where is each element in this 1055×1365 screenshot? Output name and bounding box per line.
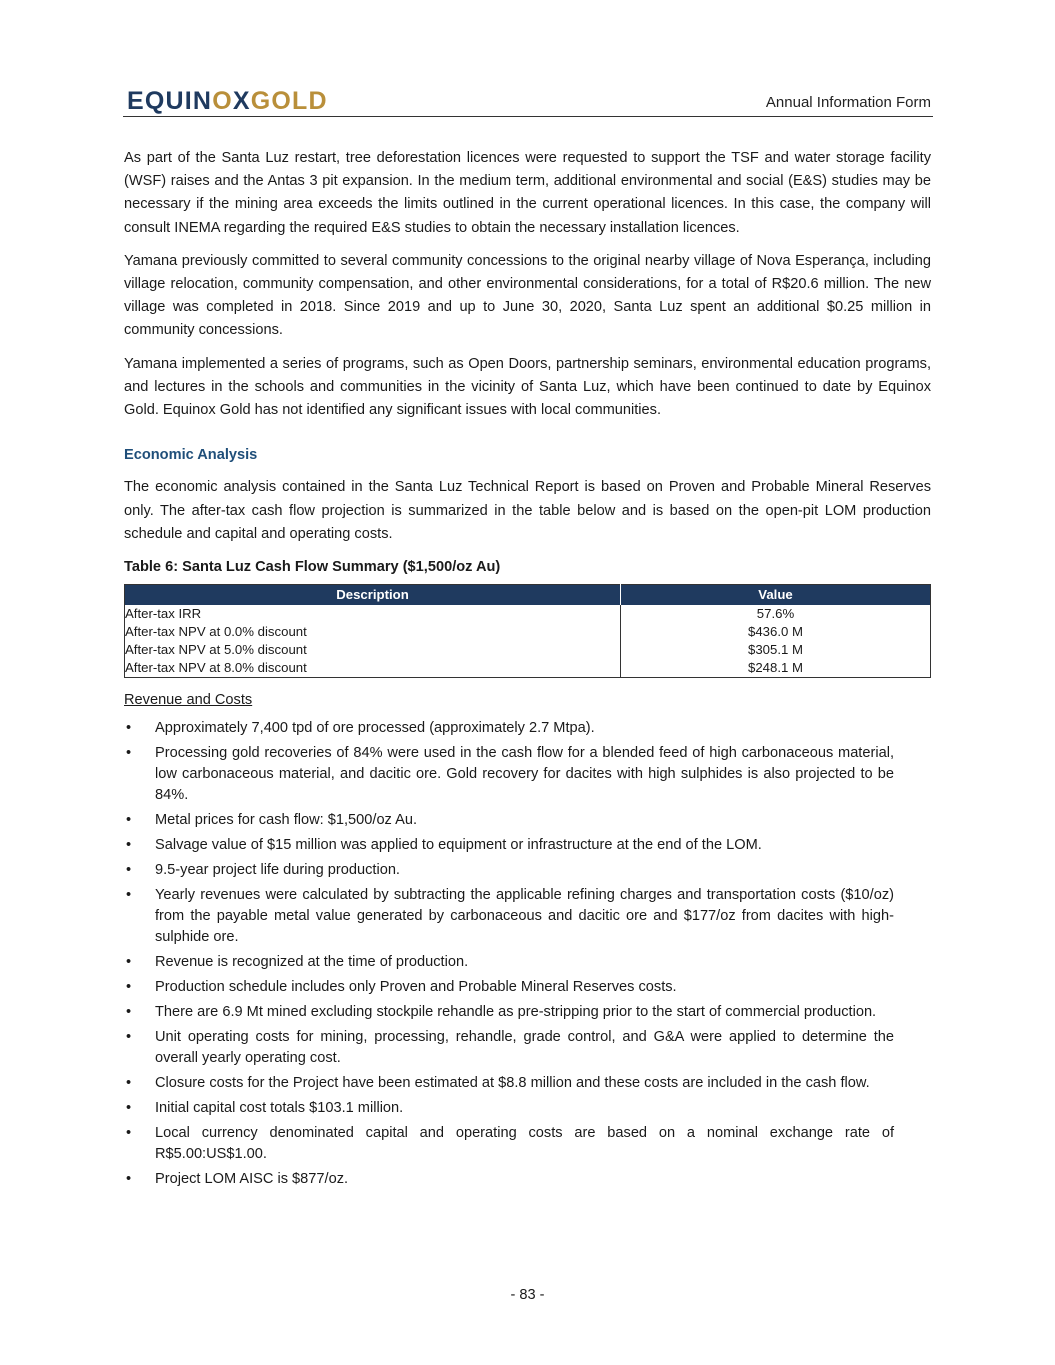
table-row [125,659,931,678]
paragraph-community-concessions: Yamana previously committed to several community concessions to the original nearby village of Nova Esperança, including village relocation, community compensation, and other environmental considerations, for a total of R$20.6 million. The new village was completed in 2018. Since 2019 and up to June 30, 2020, Santa Luz spent an additional $0.25 million in community concessions. [124,252,931,339]
logo-text-equin: EQUIN [127,87,213,115]
list-item: • 9.5-year project life during production. [124,860,894,881]
cell-description: After-tax NPV at 8.0% discount [125,659,621,678]
table-header-row [125,585,931,606]
list-item: • Production schedule includes only Proven and Probable Mineral Reserves costs. [124,977,894,998]
section-heading-economic-analysis: Economic Analysis [124,447,258,464]
table-caption: Table 6: Santa Luz Cash Flow Summary ($1,500/oz Au) [124,559,501,576]
cell-value: $305.1 M [748,642,803,658]
equinox-gold-logo [127,86,328,116]
table-row [125,623,931,641]
list-item: • Local currency denominated capital and operating costs are based on a nominal exchange rate of R$5.00:US$1.00. [124,1123,894,1165]
paragraph-restart-licences: As part of the Santa Luz restart, tree deforestation licences were requested to support the TSF and water storage facility (WSF) raises and the Antas 3 pit expansion. In the medium term, additional environmental and social (E&S) studies may be necessary if the mining area exceeds the limits outlined in the current operational licences. In this case, the company will consult INEMA regarding the required E&S studies to obtain the necessary installation licences. [124,150,931,236]
cash-flow-summary-table [124,584,931,678]
page-number: - 83 - [510,1287,545,1303]
column-header-value: Value [621,585,931,606]
revenue-costs-list [124,718,894,1190]
cell-value: $248.1 M [748,660,803,676]
page-content [124,147,931,1194]
page-header [123,86,933,117]
logo-text-o: O [212,87,233,115]
logo-text-x: X [232,87,251,115]
list-item: • Processing gold recoveries of 84% were used in the cash flow for a blended feed of high carbonaceous material, low carbonaceous material, and dacitic ore. Gold recovery for dacites with high sulphides is also projected to be 84%. [124,743,894,806]
paragraph-economic-intro: The economic analysis contained in the Santa Luz Technical Report is based on Proven and Probable Mineral Reserves only. The after-tax cash flow projection is summarized in the table below and is based on the open-pit LOM production schedule and capital and operating costs. [124,479,931,542]
document-title: Annual Information Form [765,94,931,111]
cell-description: After-tax NPV at 5.0% discount [125,641,621,659]
table-row [125,641,931,659]
list-item: • Approximately 7,400 tpd of ore processed (approximately 2.7 Mtpa). [124,718,894,739]
list-item: • Project LOM AISC is $877/oz. [124,1169,894,1190]
list-item: • Salvage value of $15 million was applied to equipment or infrastructure at the end of the LOM. [124,835,894,856]
table-row [125,605,931,623]
list-item: • Metal prices for cash flow: $1,500/oz Au. [124,810,894,831]
list-item: • Revenue is recognized at the time of production. [124,952,894,973]
cell-value: $436.0 M [748,624,803,640]
list-item: • Closure costs for the Project have been estimated at $8.8 million and these costs are included in the cash flow. [124,1073,894,1094]
paragraph-community-programs: Yamana implemented a series of programs, such as Open Doors, partnership seminars, environmental education programs, and lectures in the schools and communities in the vicinity of Santa Luz, which have been continued to date by Equinox Gold. Equinox Gold has not identified any significant issues with local communities. [124,355,931,419]
logo-text-gold: GOLD [250,87,328,115]
list-item: • There are 6.9 Mt mined excluding stockpile rehandle as pre-stripping prior to the start of commercial production. [124,1002,894,1023]
column-header-description: Description [125,585,621,606]
list-item: • Yearly revenues were calculated by subtracting the applicable refining charges and transportation costs ($10/oz) from the payable metal value generated by carbonaceous and dacitic ore and $177/oz from dacites with high-sulphide ore. [124,885,894,948]
subheading-revenue-and-costs: Revenue and Costs [124,692,253,709]
cell-value: 57.6% [756,606,795,622]
cell-description: After-tax IRR [125,605,621,623]
cell-description: After-tax NPV at 0.0% discount [125,623,621,641]
list-item: • Initial capital cost totals $103.1 million. [124,1098,894,1119]
list-item: • Unit operating costs for mining, processing, rehandle, grade control, and G&A were applied to determine the overall yearly operating cost. [124,1027,894,1069]
